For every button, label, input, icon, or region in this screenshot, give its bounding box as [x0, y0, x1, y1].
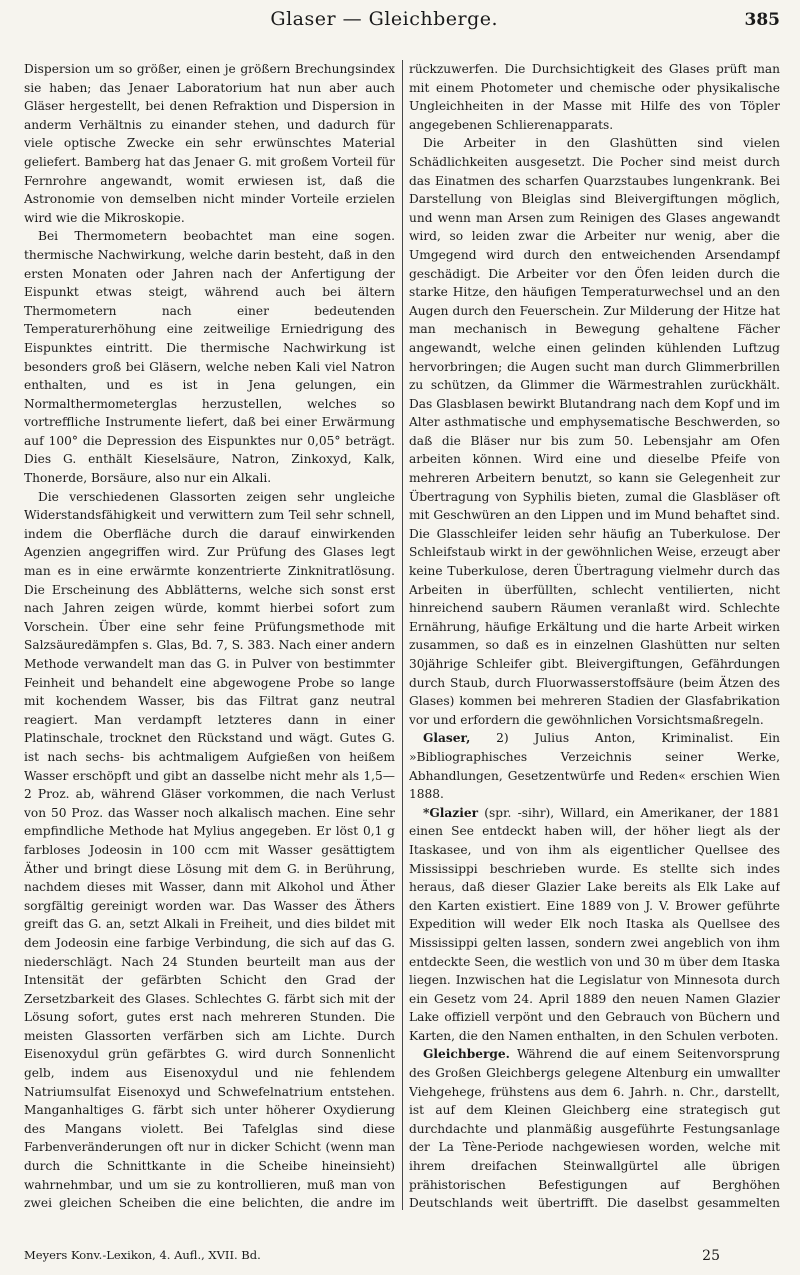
- entry-glaser: [409, 729, 780, 803]
- entry-gleichberge-text: Während die auf einem Seitenvorsprung des Großen Gleichbergs gelegene Altenburg ein umwallter Viehgehege, frühstens aus dem 6. Jahrh. n. Chr., darstellt, ist auf dem Kleinen Gleichberg eine strategisch gut durchdachte und planmäßig ausgeführte Festungsanlage der La Tène-Periode nachgewiesen worden, welche mit ihrem dreifachen Steinwallgürtel alle übrigen prähistorischen Befestigungen auf Berghöhen Deutschlands weit übertrifft. Die daselbst gesammelten: [409, 1047, 780, 1210]
- page-header: [24, 8, 780, 42]
- paragraph-dispersion: Dispersion um so größer, einen je größern Brechungsindex sie haben; das Jenaer Laboratorium hat nun aber auch Gläser hergestellt, bei denen Refraktion und Dispersion in anderm Verhältnis zu einander stehen, und dadurch für viele optische Zwecke ein sehr erwünschtes Material geliefert. Bamberg hat das Jenaer G. mit großem Vorteil für Fernrohre angewandt, womit erwiesen ist, daß die Astronomie von demselben nicht minder Vorteile erzielen wird wie die Mikroskopie.: [24, 62, 395, 225]
- running-head: Glaser — Gleichberge.: [270, 8, 499, 30]
- entry-glazier-text: (spr. -sihr), Willard, ein Amerikaner, der 1881 einen See entdeckt haben will, der höher liegt als der Itaskasee, und von ihm als eigentlicher Quellsee des Mississippi beschrieben wurde. Es stellte sich indes heraus, daß dieser Glazier Lake bereits als Elk Lake auf den Karten existiert. Eine 1889 von J. V. Brower geführte Expedition will weder Elk noch Itaska als Quellsee des Mississippi gelten lassen, sondern zwei angeblich von ihm entdeckte Seen, die westlich von und 30 m über dem Itaska liegen. Inzwischen hat die Legislatur von Minnesota durch ein Gesetz vom 24. April 1889 den neuen Namen Glazier Lake offiziell verpönt und den Gebrauch von Büchern und Karten, die den Namen enthalten, in den Schulen verboten.: [409, 805, 780, 1043]
- text-columns: [24, 60, 780, 1210]
- entry-glaser-text: 2) Julius Anton, Kriminalist. Ein »Bibliographisches Verzeichnis seiner Werke, Abhandlungen, Gesetzentwürfe und Reden« erschien Wien 1888.: [409, 731, 780, 802]
- entry-glazier: [409, 804, 780, 1046]
- column-divider: [402, 60, 403, 1210]
- headword-glaser: Glaser,: [423, 731, 471, 746]
- left-column: [24, 60, 395, 1210]
- imprint: Meyers Konv.-Lexikon, 4. Aufl., XVII. Bd.: [24, 1248, 261, 1262]
- paragraph-glass-testing: Die verschiedenen Glassorten zeigen sehr ungleiche Widerstandsfähigkeit und verwittern zum Teil sehr schnell, indem die Oberfläche durch die darauf einwirkenden Agenzien angegriffen wird. Zur Prüfung des Glases legt man es in eine erwärmte konzentrierte Zinknitratlösung. Die Erscheinung des Abblätterns, welche sich sonst erst nach Jahren zeigen würde, kommt hierbei sofort zum Vorschein. Über eine sehr feine Prüfungsmethode mit Salzsäuredämpfen s. Glas, Bd. 7, S. 383. Nach einer andern Methode verwandelt man das G. in Pulver von bestimmter Feinheit und behandelt eine abgewogene Probe so lange mit kochendem Wasser, bis das Filtrat ganz neutral reagiert. Man verdampft letzteres dann in einer Platinschale, trocknet den Rückstand und wägt. Gutes G. ist nach sechs- bis achtmaligem Aufgießen von heißem Wasser erschöpft und gibt an dasselbe nicht mehr als 1,5—2 Proz. ab, während Gläser vorkommen, die nach Verlust von 50 Proz. das Wasser noch alkalisch machen. Eine sehr empfindliche Methode hat Mylius angegeben. Er löst 0,1 g farbloses Jodeosin in 100 ccm mit Wasser gesättigtem Äther und bringt diese Lösung mit dem G. in Berührung, nachdem dieses mit Wasser, dann mit Alkohol und Äther sorgfältig gereinigt worden war. Das Wasser des Äthers greift das G. an, setzt Alkali in Freiheit, und dies bildet mit dem Jodeosin eine farbige Verbindung, die sich auf das G. niederschlägt. Nach 24 Stunden beurteilt man aus der Intensität der gefärbten Schicht den Grad der Zersetzbarkeit des Glases. Schlechtes G. färbt sich mit der Lösung sofort, gutes erst nach mehreren Stunden. Die meisten Glassorten verfärben sich am Lichte. Durch Eisenoxydul grün gefärbtes G. wird durch Sonnenlicht gelb, indem aus Eisenoxydul und nie fehlendem Natriumsulfat Eisenoxyd und Schwefelnatrium entstehen. Manganhaltiges G. färbt sich unter höherer Oxydierung des Mangans violett. Bei Tafelglas sind diese Farbenveränderungen oft nur in dicker Schicht (wenn man durch die Schnittkante in die Scheibe hineinsieht) wahrnehmbar, und um sie zu kontrollieren, muß man von zwei gleichen Scheiben die eine belichten, die andre im: [24, 489, 395, 1210]
- sheet-signature: 25: [702, 1248, 720, 1264]
- headword-gleichberge: Gleichberge.: [423, 1047, 510, 1062]
- paragraph-thermometer: Bei Thermometern beobachtet man eine sogen. thermische Nachwirkung, welche darin besteht, daß in den ersten Monaten oder Jahren nach der Anfertigung der Eispunkt etwas steigt, während auch bei ältern Thermometern nach einer bedeutenden Temperaturerhöhung eine zeitweilige Erniedrigung des Eispunktes eintritt. Die thermische Nachwirkung ist besonders groß bei Gläsern, welche neben Kali viel Natron enthalten, und es ist in Jena gelungen, ein Normalthermometerglas herzustellen, welches so vortreffliche Instrumente liefert, daß bei einer Erwärmung auf 100° die Depression des Eispunktes nur 0,05° beträgt. Dies G. enthält Kieselsäure, Natron, Zinkoxyd, Kalk, Thonerde, Borsäure, also nur ein Alkali.: [24, 229, 395, 486]
- headword-glazier: *Glazier: [423, 805, 479, 820]
- paragraph-continuation: rückzuwerfen. Die Durchsichtigkeit des Glases prüft man mit einem Photometer und chemische oder physikalische Ungleichheiten in der Masse mit Hilfe des von Töpler angegebenen Schlierenapparats.: [409, 62, 780, 132]
- page-number: 385: [744, 10, 780, 30]
- right-column: [409, 60, 780, 1210]
- entry-gleichberge: [409, 1045, 780, 1210]
- paragraph-glassworkers: Die Arbeiter in den Glashütten sind vielen Schädlichkeiten ausgesetzt. Die Pocher sind meist durch das Einatmen des scharfen Quarzstaubes lungenkrank. Bei Darstellung von Bleiglas sind Bleivergiftungen möglich, und wenn man Arsen zum Reinigen des Glases angewandt wird, so leiden zwar die Arbeiter nur wenig, aber die Umgegend wird durch den entweichenden Arsendampf geschädigt. Die Arbeiter vor den Öfen leiden durch die starke Hitze, den häufigen Temperaturwechsel und an den Augen durch den Feuerschein. Zur Milderung der Hitze hat man mechanisch in Bewegung gehaltene Fächer angewandt, welche einen gelinden kühlenden Luftzug hervorbringen; die Augen sucht man durch Glimmerbrillen zu schützen, da Glimmer die Wärmestrahlen zurückhält. Das Glasblasen bewirkt Blutandrang nach dem Kopf und im Alter asthmatische und emphysematische Beschwerden, so daß die Bläser nur bis zum 50. Lebensjahr am Ofen arbeiten können. Wird eine und dieselbe Pfeife von mehreren Arbeitern benutzt, so kann sie Gelegenheit zur Übertragung von Syphilis bieten, zumal die Glasbläser oft mit Geschwüren an den Lippen und im Mund behaftet sind. Die Glasschleifer leiden sehr häufig an Tuberkulose. Der Schleifstaub wirkt in der gewöhnlichen Weise, erzeugt aber keine Tuberkulose, deren Übertragung vielmehr durch das Arbeiten in überfüllten, schlecht ventilierten, nicht hinreichend saubern Räumen veranlaßt wird. Schlechte Ernährung, häufige Erkältung und die harte Arbeit wirken zusammen, so daß es in einzelnen Glashütten nur selten 30jährige Schleifer gibt. Bleivergiftungen, Gefährdungen durch Staub, durch Fluorwasserstoffsäure (beim Ätzen des Glases) kommen bei mehreren Stadien der Glasfabrikation vor und erfordern die gewöhnlichen Vorsichtsmaßregeln.: [409, 136, 780, 727]
- page-footer: [24, 1248, 780, 1264]
